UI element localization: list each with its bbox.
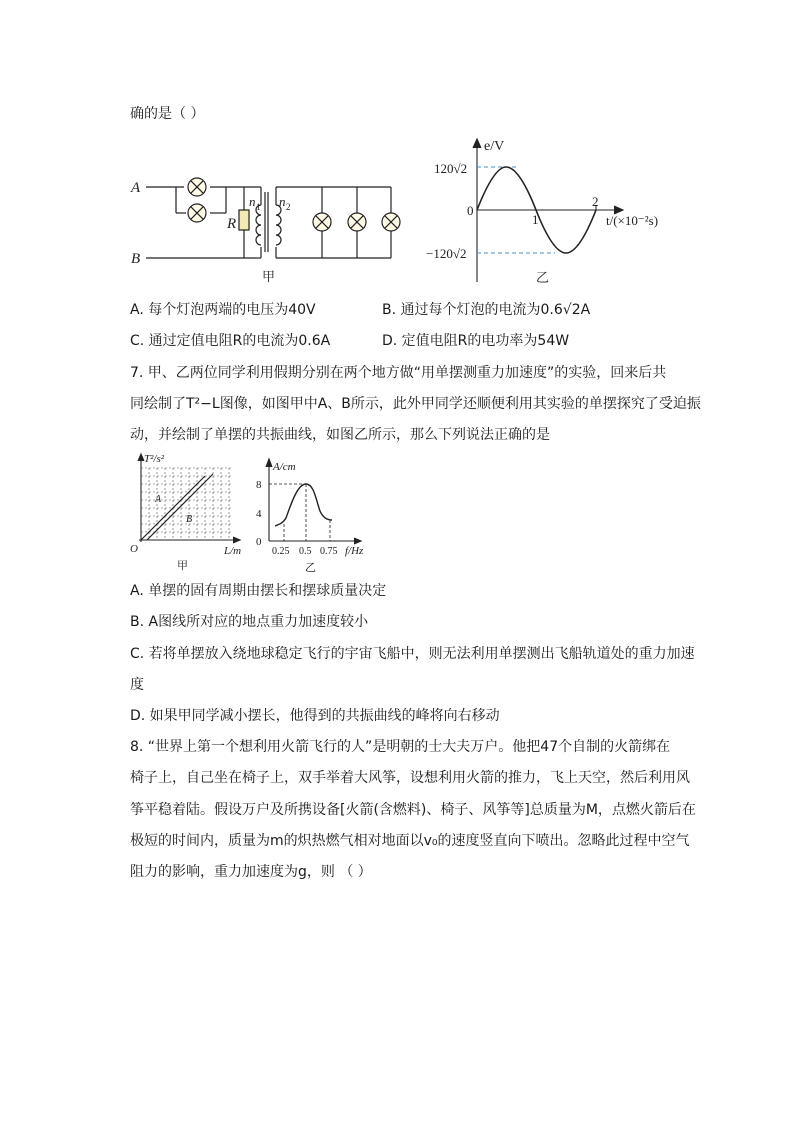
graph-origin-label: 0 xyxy=(467,203,474,218)
graph-x-label: t/(×10⁻²s) xyxy=(606,213,659,228)
x-tick-05: 0.5 xyxy=(299,546,312,557)
x-tick-075: 0.75 xyxy=(320,546,338,557)
n2-label: n xyxy=(279,194,286,209)
q8-stem-line-3: 筝平稳着陆。假设万户及所携设备[火箭(含燃料)、椅子、风筝等]总质量为M，点燃火箭后在 xyxy=(130,802,696,818)
n1-subscript: 1 xyxy=(256,202,261,212)
n1-label: n xyxy=(249,194,256,209)
q7-t2-l-graph xyxy=(128,452,250,572)
figure-caption-jia: 甲 xyxy=(177,559,188,572)
line-a-label: A xyxy=(155,494,162,505)
q7-resonance-curve-graph xyxy=(250,456,380,574)
y-tick-4: 4 xyxy=(256,508,262,520)
x-tick-025: 0.25 xyxy=(272,546,290,557)
bulb-icon xyxy=(382,213,400,231)
terminal-a-label: A xyxy=(131,180,141,196)
q7-option-d[interactable]: D. 如果甲同学减小摆长，他得到的共振曲线的峰将向右移动 xyxy=(130,708,500,724)
q8-stem-line-2: 椅子上，自己坐在椅子上，双手举着大风筝，设想利用火箭的推力，飞上天空，然后利用风 xyxy=(130,770,690,786)
graph-x-tick-2: 2 xyxy=(592,194,599,209)
terminal-b-label: B xyxy=(131,251,141,267)
q7-option-a[interactable]: A. 单摆的固有周期由摆长和摆球质量决定 xyxy=(130,583,387,599)
q6-circuit-diagram xyxy=(126,170,416,290)
graph-y-tick-top: 120√2 xyxy=(434,161,468,176)
graph-y-label: e/V xyxy=(484,139,505,154)
q6-stem-tail: 确的是（ ） xyxy=(130,106,205,122)
graph-y-tick-bottom: −120√2 xyxy=(426,246,467,261)
y-tick-8: 8 xyxy=(256,479,262,491)
frequency-axis-label: f/Hz xyxy=(345,545,364,557)
figure-caption-yi: 乙 xyxy=(536,271,550,286)
graph-line-b xyxy=(147,474,213,540)
amplitude-axis-label: A/cm xyxy=(273,461,296,473)
q7-stem-line-1: 7. 甲、乙两位同学利用假期分别在两个地方做“用单摆测重力加速度”的实验，回来后共 xyxy=(130,365,667,381)
resistor-label: R xyxy=(227,216,237,232)
l-axis-label: L/m xyxy=(224,545,242,557)
q7-option-b[interactable]: B. A图线所对应的地点重力加速度较小 xyxy=(130,614,369,630)
q8-stem-line-5: 阻力的影响，重力加速度为g，则 （ ） xyxy=(130,864,372,880)
q6-emf-sine-graph xyxy=(426,132,702,290)
q6-option-c[interactable]: C. 通过定值电阻R的电流为0.6A xyxy=(130,333,331,349)
q8-stem-line-4: 极短的时间内，质量为m的炽热燃气相对地面以v₀的速度竖直向下喷出。忽略此过程中空气 xyxy=(130,833,690,849)
q6-option-a[interactable]: A. 每个灯泡两端的电压为40V xyxy=(130,302,316,318)
bulb-icon xyxy=(188,204,206,222)
q7-option-c-continued[interactable]: 度 xyxy=(130,677,144,693)
line-b-label: B xyxy=(186,514,193,525)
q8-stem-line-1: 8. “世界上第一个想利用火箭飞行的人”是明朝的士大夫万户。他把47个自制的火箭绑在 xyxy=(130,739,671,755)
graph-x-tick-1: 1 xyxy=(532,212,539,227)
n2-subscript: 2 xyxy=(286,202,291,212)
q7-option-c[interactable]: C. 若将单摆放入绕地球稳定飞行的宇宙飞船中，则无法利用单摆测出飞船轨道处的重力加速 xyxy=(130,646,695,662)
q7-stem-line-2: 同绘制了T²−L图像，如图甲中A、B所示，此外甲同学还顺便利用其实验的单摆探究了受迫振 xyxy=(130,396,701,412)
bulb-icon xyxy=(188,178,206,196)
figure-caption-yi: 乙 xyxy=(305,561,316,574)
y-tick-0: 0 xyxy=(256,536,262,548)
bulb-icon xyxy=(313,213,331,231)
q7-stem-line-3: 动，并绘制了单摆的共振曲线，如图乙所示，那么下列说法正确的是 xyxy=(130,427,550,443)
bulb-icon xyxy=(348,213,366,231)
figure-caption-jia: 甲 xyxy=(262,270,276,285)
t2-axis-label: T²/s² xyxy=(144,453,165,465)
q6-option-b[interactable]: B. 通过每个灯泡的电流为0.6√2A xyxy=(382,302,591,318)
origin-o-label: O xyxy=(130,543,138,555)
q6-option-d[interactable]: D. 定值电阻R的电功率为54W xyxy=(382,333,570,349)
resonance-curve xyxy=(275,484,332,526)
